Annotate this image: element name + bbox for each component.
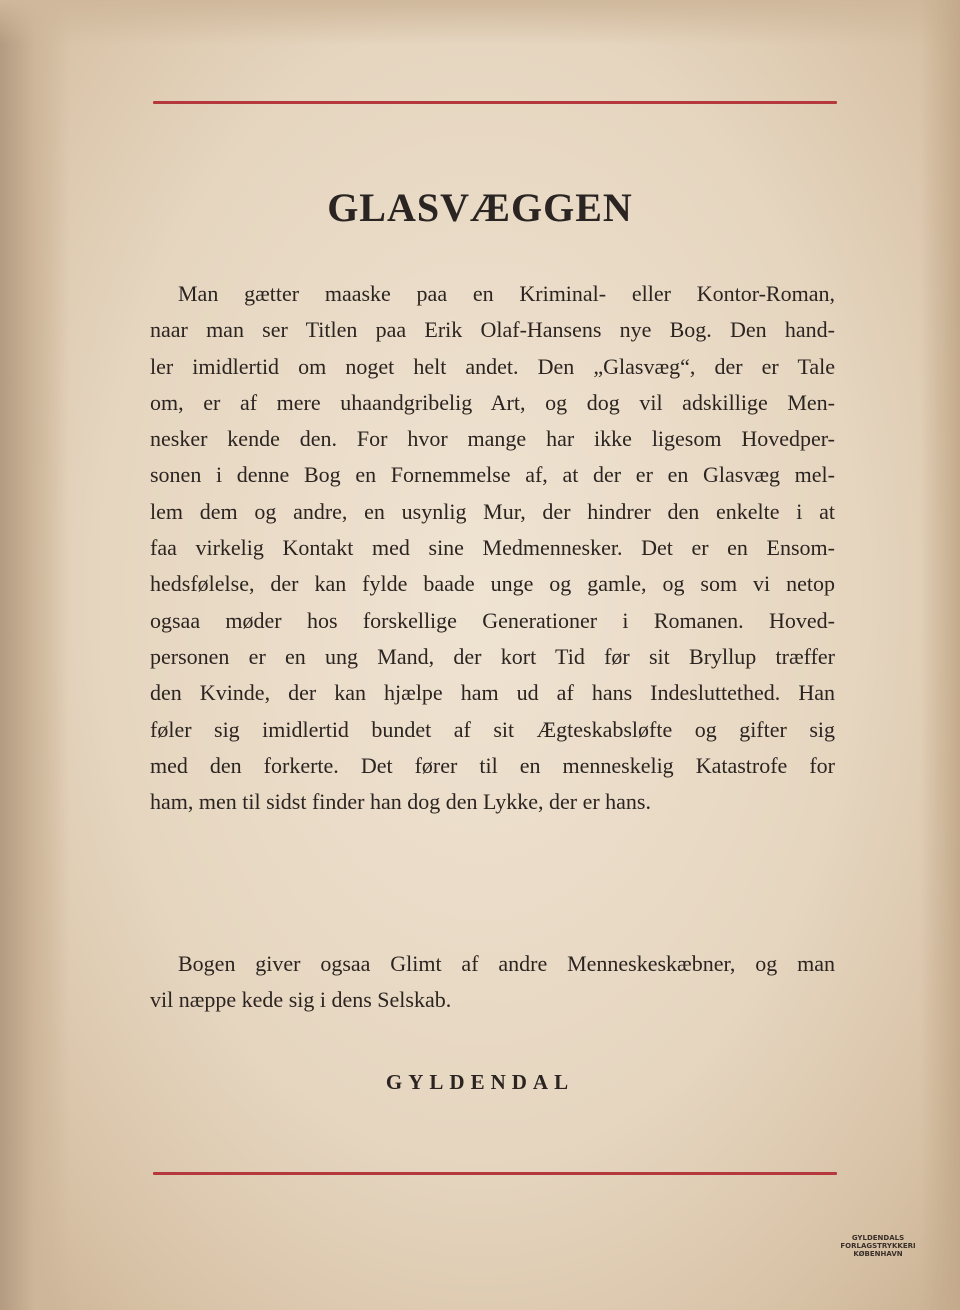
text-line: Bogen giver ogsaa Glimt af andre Menneskeskæbner, og man bbox=[178, 951, 835, 976]
text-line: nesker kende den. For hvor mange har ikke ligesom Hovedper- bbox=[150, 426, 835, 452]
red-rule-top bbox=[153, 101, 837, 104]
text-line: Man gætter maaske paa en Kriminal- eller Kontor-Roman, bbox=[178, 281, 835, 306]
text-line: om, er af mere uhaandgribelig Art, og dog vil adskillige Men- bbox=[150, 389, 835, 415]
text-line: faa virkelig Kontakt med sine Medmennesker. Det er en Ensom- bbox=[150, 535, 835, 561]
text-line: hedsfølelse, der kan fylde baade unge og gamle, og som vi netop bbox=[150, 571, 835, 597]
printer-mark-line: GYLDENDALS bbox=[851, 1234, 905, 1242]
printer-mark bbox=[828, 1234, 928, 1258]
text-line: personen er en ung Mand, der kort Tid før sit Bryllup træffer bbox=[150, 643, 835, 669]
text-line: naar man ser Titlen paa Erik Olaf-Hansens nye Bog. Den hand- bbox=[150, 317, 835, 343]
text-line: føler sig imidlertid bundet af sit Ægteskabsløfte og gifter sig bbox=[150, 716, 835, 742]
book-title: GLASVÆGGEN bbox=[327, 185, 633, 230]
text-line: den Kvinde, der kan hjælpe ham ud af hans Indesluttethed. Han bbox=[150, 680, 835, 706]
printer-mark-line: KØBENHAVN bbox=[853, 1250, 903, 1258]
text-line: ham, men til sidst finder han dog den Lykke, der er hans. bbox=[150, 789, 651, 815]
blurb-paragraph-1 bbox=[150, 276, 835, 820]
publisher-name: GYLDENDAL bbox=[385, 1070, 575, 1094]
worn-edge-top bbox=[0, 0, 960, 45]
blurb-paragraph-2 bbox=[150, 946, 835, 1019]
red-rule-bottom bbox=[153, 1172, 837, 1175]
text-line: sonen i denne Bog en Fornemmelse af, at der er en Glasvæg mel- bbox=[150, 462, 835, 488]
text-line: vil næppe kede sig i dens Selskab. bbox=[150, 987, 452, 1013]
text-line: med den forkerte. Det fører til en menneskelig Katastrofe for bbox=[150, 752, 835, 778]
printer-mark-line: FORLAGSTRYKKERI bbox=[840, 1242, 916, 1250]
text-line: lem dem og andre, en usynlig Mur, der hindrer den enkelte i at bbox=[150, 498, 835, 524]
text-line: ler imidlertid om noget helt andet. Den „Glasvæg“, der er Tale bbox=[150, 353, 835, 379]
text-line: ogsaa møder hos forskellige Generationer i Romanen. Hoved- bbox=[150, 607, 835, 633]
